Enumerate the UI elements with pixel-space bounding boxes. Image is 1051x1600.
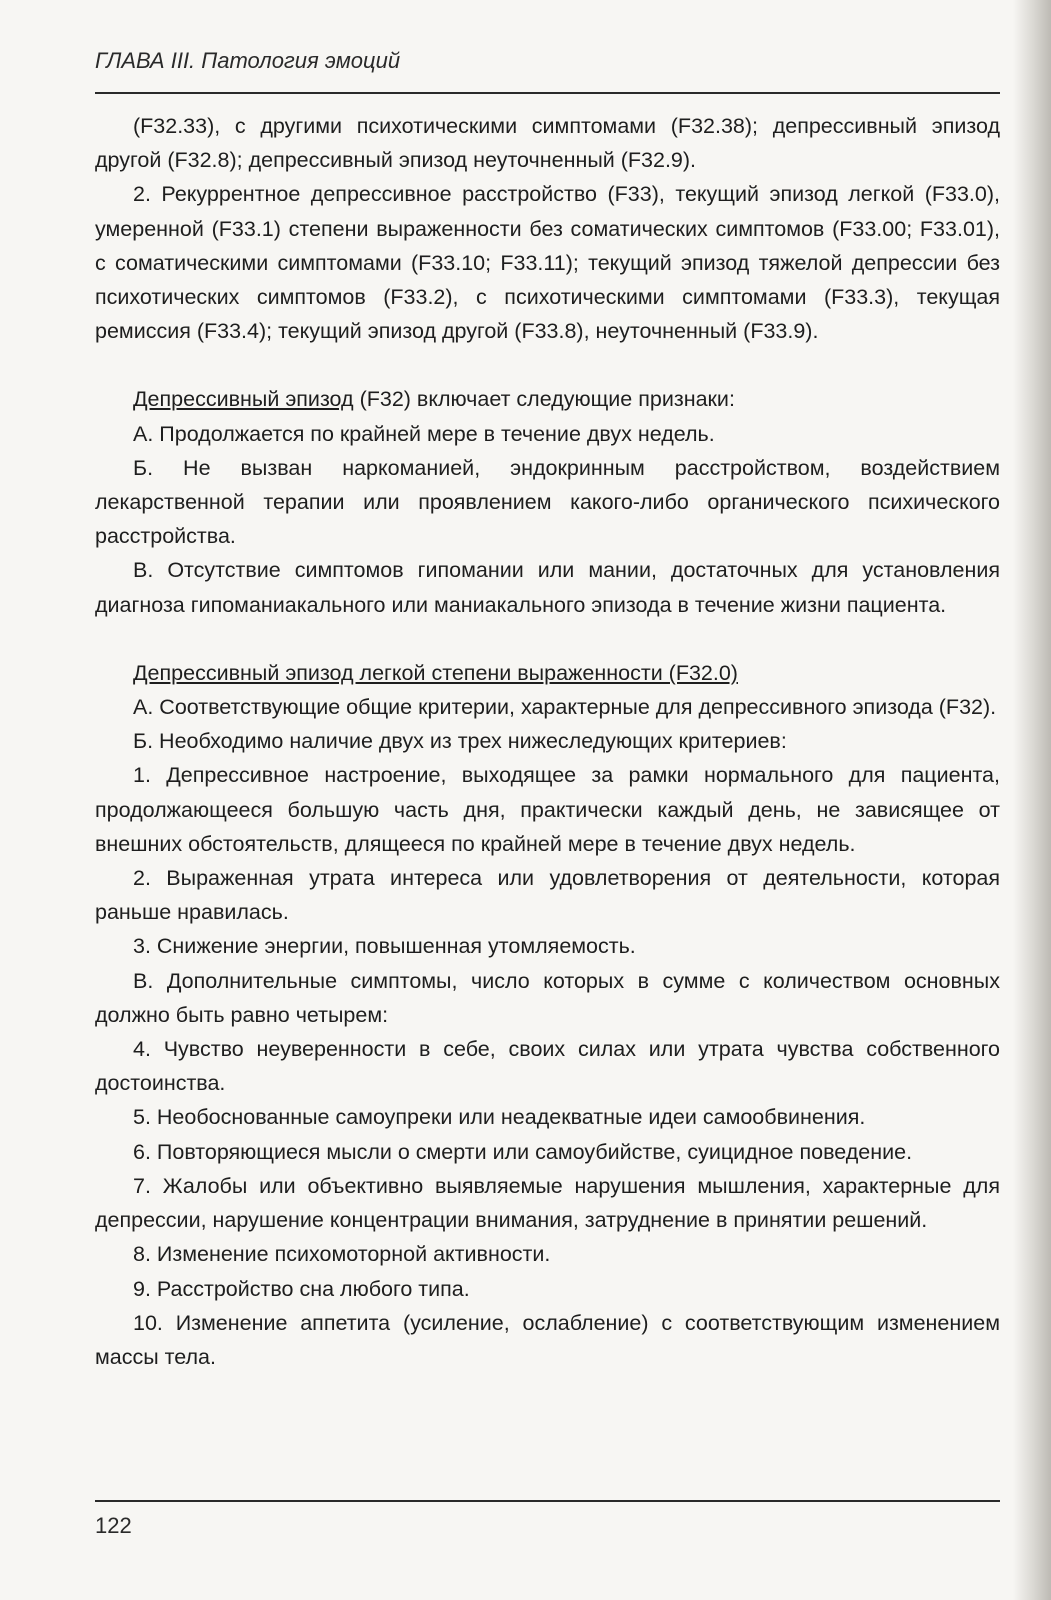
- criterion-a: А. Соответствующие общие критерии, характерные для депрессивного эпизода (F32).: [133, 695, 997, 720]
- list-item: 1. Депрессивное настроение, выходящее за рамки нормального для пациента, продолжающееся большую часть дня, практически каждый день, не зависящее от внешних обстоятельств, длящееся по крайней мере в течение двух недель.: [95, 763, 1000, 856]
- list-item: 10. Изменение аппетита (усиление, ослабление) с соответствующим изменением массы тела.: [95, 1310, 1000, 1369]
- list-item: 9. Расстройство сна любого типа.: [133, 1276, 470, 1301]
- spacer: [95, 348, 1000, 382]
- list-item: 4. Чувство неуверенности в себе, своих силах или утрата чувства собственного достоинства.: [95, 1037, 1000, 1096]
- page-number: 122: [95, 1513, 132, 1538]
- criterion-v: В. Отсутствие симптомов гипомании или мании, достаточных для установления диагноза гипоманиакального или маниакального эпизода в течение жизни пациента.: [95, 558, 1000, 617]
- paragraph-continuation: (F32.33), с другими психотическими симптомами (F32.38); депрессивный эпизод другой (F32.8); депрессивный эпизод неуточненный (F32.9).: [95, 114, 1000, 173]
- header-rule: [95, 92, 1000, 94]
- page-body: [95, 109, 1000, 1374]
- criterion-a: А. Продолжается по крайней мере в течение двух недель.: [133, 421, 715, 446]
- section-mild-episode-heading: [95, 656, 1000, 690]
- list-item: 5. Необоснованные самоупреки или неадекватные идеи самообвинения.: [133, 1105, 866, 1130]
- footer-rule: [95, 1500, 1000, 1502]
- running-header: ГЛАВА III. Патология эмоций: [95, 48, 401, 73]
- section-heading-underlined: Депрессивный эпизод: [133, 387, 354, 412]
- list-item: 7. Жалобы или объективно выявляемые нарушения мышления, характерные для депрессии, нарушение концентрации внимания, затруднение в принятии решений.: [95, 1173, 1000, 1233]
- criterion-b: Б. Необходимо наличие двух из трех нижеследующих критериев:: [133, 729, 787, 754]
- paragraph-recurrent-depression: 2. Рекуррентное депрессивное расстройство (F33), текущий эпизод легкой (F33.0), умеренной (F33.1) степени выраженности без соматических симптомов (F33.00; F33.01), с соматическими симптомами (F33.10; F33.11); текущий эпизод тяжелой депрессии без психотических симптомов (F33.2), с психотическими симптомами (F33.3), текущая ремиссия (F33.4); текущий эпизод другой (F33.8), неуточненный (F33.9).: [95, 182, 1000, 344]
- list-item: 3. Снижение энергии, повышенная утомляемость.: [133, 934, 636, 959]
- spacer: [95, 622, 1000, 656]
- list-item: 8. Изменение психомоторной активности.: [133, 1242, 551, 1267]
- list-item: 6. Повторяющиеся мысли о смерти или самоубийстве, суицидное поведение.: [133, 1139, 913, 1164]
- section-heading-rest: (F32) включает следующие признаки:: [353, 387, 735, 412]
- criterion-b: Б. Не вызван наркоманией, эндокринным расстройством, воздействием лекарственной терапии или проявлением какого-либо органического психического расстройства.: [95, 455, 1000, 549]
- criterion-v: В. Дополнительные симптомы, число которых в сумме с количеством основных должно быть равно четырем:: [95, 968, 1000, 1027]
- section-heading-underlined: Депрессивный эпизод легкой степени выраженности (F32.0): [133, 660, 738, 685]
- page-edge-shadow: [1013, 0, 1051, 1600]
- list-item: 2. Выраженная утрата интереса или удовлетворения от деятельности, которая раньше нравилась.: [95, 866, 1000, 925]
- section-depressive-episode-heading: [95, 382, 1000, 416]
